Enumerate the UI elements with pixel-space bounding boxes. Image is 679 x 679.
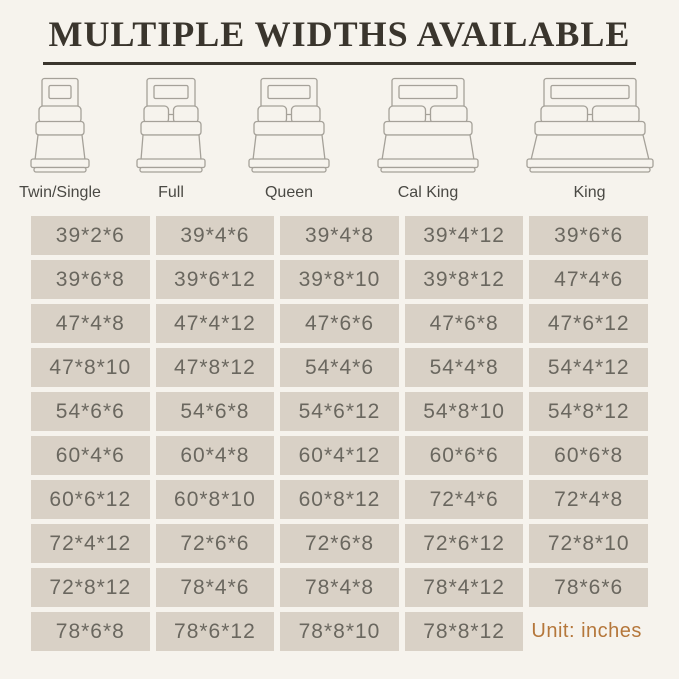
size-cell: 54*6*8 — [156, 392, 275, 431]
size-cell: 39*6*6 — [529, 216, 648, 255]
bed-size-queen — [223, 77, 355, 202]
size-cell: 47*6*6 — [280, 304, 399, 343]
size-cell: 39*8*12 — [405, 260, 524, 299]
size-cell: 72*6*8 — [280, 524, 399, 563]
bed-queen-icon — [244, 77, 334, 174]
size-cell: 54*4*8 — [405, 348, 524, 387]
size-cell: 54*6*6 — [31, 392, 150, 431]
size-table — [31, 216, 648, 651]
size-cell: 78*6*6 — [529, 568, 648, 607]
size-cell: 60*6*8 — [529, 436, 648, 475]
size-cell: 60*6*12 — [31, 480, 150, 519]
size-cell: 39*6*8 — [31, 260, 150, 299]
size-cell: 72*6*12 — [405, 524, 524, 563]
size-cell: 78*4*12 — [405, 568, 524, 607]
size-cell: 78*8*10 — [280, 612, 399, 651]
bed-size-twin-single — [1, 77, 119, 202]
size-cell: 72*8*12 — [31, 568, 150, 607]
size-cell: 39*4*12 — [405, 216, 524, 255]
size-cell: 39*8*10 — [280, 260, 399, 299]
size-cell: 47*8*12 — [156, 348, 275, 387]
size-cell: 72*4*8 — [529, 480, 648, 519]
size-cell: 78*4*6 — [156, 568, 275, 607]
size-cell: 54*8*10 — [405, 392, 524, 431]
size-cell: 54*6*12 — [280, 392, 399, 431]
size-cell: 47*8*10 — [31, 348, 150, 387]
size-cell: 60*4*6 — [31, 436, 150, 475]
bed-size-label: Cal King — [397, 184, 459, 201]
bed-king-icon — [522, 77, 658, 174]
bed-size-king — [501, 77, 678, 202]
size-cell: 72*4*6 — [405, 480, 524, 519]
size-cell: 78*8*12 — [405, 612, 524, 651]
bed-size-label: Queen — [264, 184, 314, 201]
bed-size-cal-king — [355, 77, 501, 202]
size-cell: 47*4*6 — [529, 260, 648, 299]
size-cell: 47*6*12 — [529, 304, 648, 343]
size-cell: 72*8*10 — [529, 524, 648, 563]
size-cell: 54*8*12 — [529, 392, 648, 431]
size-cell: 78*6*8 — [31, 612, 150, 651]
size-cell: 39*4*6 — [156, 216, 275, 255]
size-cell: 60*8*10 — [156, 480, 275, 519]
size-cell: 60*4*12 — [280, 436, 399, 475]
size-cell: 47*6*8 — [405, 304, 524, 343]
page-title: MULTIPLE WIDTHS AVAILABLE — [43, 13, 637, 65]
size-cell: 54*4*6 — [280, 348, 399, 387]
unit-note: Unit: inches — [531, 620, 642, 642]
size-cell: 72*4*12 — [31, 524, 150, 563]
bed-size-label: King — [573, 184, 606, 201]
size-cell: 54*4*12 — [529, 348, 648, 387]
header — [0, 0, 679, 65]
bed-size-legend — [0, 65, 679, 202]
bed-full-icon — [132, 77, 210, 174]
bed-size-label: Full — [158, 184, 184, 201]
size-cell: 39*4*8 — [280, 216, 399, 255]
bed-twin-icon — [26, 77, 94, 174]
bed-size-full — [119, 77, 223, 202]
bed-cal-king-icon — [373, 77, 483, 174]
bed-size-label: Twin/Single — [19, 184, 101, 201]
size-cell: 39*2*6 — [31, 216, 150, 255]
size-cell: 78*4*8 — [280, 568, 399, 607]
size-cell: 60*4*8 — [156, 436, 275, 475]
size-cell: 78*6*12 — [156, 612, 275, 651]
size-cell: 47*4*8 — [31, 304, 150, 343]
size-cell: 47*4*12 — [156, 304, 275, 343]
size-cell: 39*6*12 — [156, 260, 275, 299]
size-cell: 60*8*12 — [280, 480, 399, 519]
size-cell: 60*6*6 — [405, 436, 524, 475]
size-cell: 72*6*6 — [156, 524, 275, 563]
